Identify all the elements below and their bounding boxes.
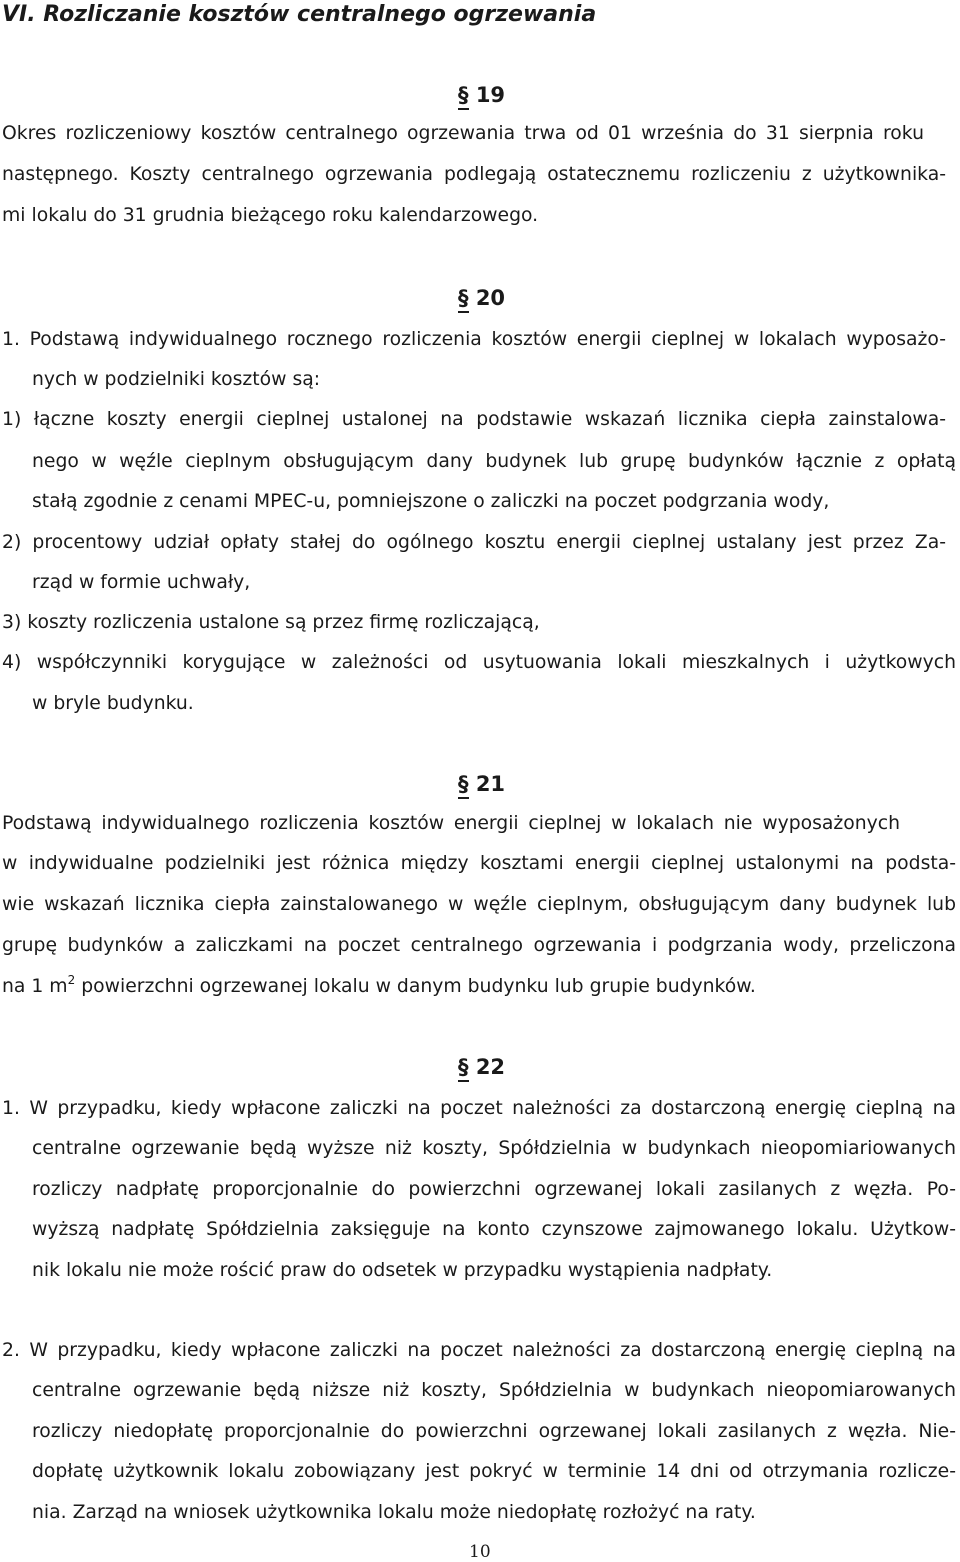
paragraph-line: następnego. Koszty centralnego ogrzewania podlegają ostatecznemu rozliczeniu z użytkownika-	[2, 164, 946, 185]
paragraph-line: 1. Podstawą indywidualnego rocznego rozliczenia kosztów energii cieplnej w lokalach wyposażo-	[2, 329, 946, 350]
section-number: 22	[475, 1055, 506, 1079]
list-item-line: 1) łączne koszty energii cieplnej ustalonej na podstawie wskazań licznika ciepła zainstalowa-	[2, 409, 946, 430]
paragraph-line: mi lokalu do 31 grudnia bieżącego roku kalendarzowego.	[2, 205, 539, 226]
chapter-title: VI. Rozliczanie kosztów centralnego ogrzewania	[2, 2, 597, 27]
paragraph-line: w indywidualne podzielniki jest różnica między kosztami energii cieplnej ustalonymi na podsta-	[2, 853, 956, 874]
paragraph-line: nik lokalu nie może rościć praw do odsetek w przypadku wystąpienia nadpłaty.	[32, 1260, 773, 1281]
section-heading-19	[458, 82, 505, 108]
section-heading-22	[458, 1054, 505, 1080]
paragraph-line: Podstawą indywidualnego rozliczenia kosztów energii cieplnej w lokalach nie wyposażonych	[2, 813, 900, 834]
paragraph-line: wie wskazań licznika ciepła zainstalowanego w węźle cieplnym, obsługującym dany budynek lub	[2, 894, 956, 915]
section-sign: §	[458, 772, 469, 796]
list-item-line: 4) współczynniki korygujące w zależności od usytuowania lokali mieszkalnych i użytkowych	[2, 652, 956, 673]
section-heading-21	[458, 771, 505, 797]
paragraph-line: 2. W przypadku, kiedy wpłacone zaliczki na poczet należności za dostarczoną energię cieplną na	[2, 1340, 956, 1361]
paragraph-line: centralne ogrzewanie będą wyższe niż koszty, Spółdzielnia w budynkach nieopomiariowanych	[32, 1138, 956, 1159]
section-sign: §	[458, 83, 469, 107]
list-item-line: rząd w formie uchwały,	[32, 572, 251, 593]
paragraph-line: grupę budynków a zaliczkami na poczet centralnego ogrzewania i podgrzania wody, przeliczona	[2, 935, 956, 956]
paragraph-line: Okres rozliczeniowy kosztów centralnego ogrzewania trwa od 01 września do 31 sierpnia roku	[2, 123, 924, 144]
paragraph-line: dopłatę użytkownik lokalu zobowiązany jest pokryć w terminie 14 dni od otrzymania rozlicze-	[32, 1461, 956, 1482]
list-item-line: stałą zgodnie z cenami MPEC-u, pomniejszone o zaliczki na poczet podgrzania wody,	[32, 491, 830, 512]
paragraph-line: rozliczy nadpłatę proporcjonalnie do powierzchni ogrzewanej lokali zasilanych z węzła. Po-	[32, 1179, 956, 1200]
section-sign: §	[458, 1055, 469, 1079]
section-sign: §	[458, 286, 469, 310]
section-number: 19	[475, 83, 506, 107]
paragraph-line: wyższą nadpłatę Spółdzielnia zaksięguje na konto czynszowe zajmowanego lokalu. Użytkow-	[32, 1219, 956, 1240]
list-item-line: 3) koszty rozliczenia ustalone są przez firmę rozliczającą,	[2, 612, 540, 633]
paragraph-line: 1. W przypadku, kiedy wpłacone zaliczki na poczet należności za dostarczoną energię cieplną na	[2, 1098, 956, 1119]
list-item-line: w bryle budynku.	[32, 693, 194, 714]
list-item-line: 2) procentowy udział opłaty stałej do ogólnego kosztu energii cieplnej ustalany jest przez Za-	[2, 532, 946, 553]
paragraph-line: centralne ogrzewanie będą niższe niż koszty, Spółdzielnia w budynkach nieopomiarowanych	[32, 1380, 956, 1401]
superscript: 2	[67, 973, 76, 987]
text-run: powierzchni ogrzewanej lokalu w danym budynku lub grupie budynków.	[75, 976, 756, 997]
page-number: 10	[469, 1542, 491, 1562]
paragraph-line: nia. Zarząd na wniosek użytkownika lokalu może niedopłatę rozłożyć na raty.	[32, 1502, 756, 1523]
paragraph-line	[2, 975, 756, 999]
section-heading-20	[458, 285, 505, 311]
list-item-line: nego w węźle cieplnym obsługującym dany budynek lub grupę budynków łącznie z opłatą	[32, 451, 956, 472]
section-number: 20	[475, 286, 506, 310]
text-run: na 1 m	[2, 976, 68, 997]
paragraph-line: rozliczy niedopłatę proporcjonalnie do powierzchni ogrzewanej lokali zasilanych z węzła. Nie-	[32, 1421, 956, 1442]
paragraph-line: nych w podzielniki kosztów są:	[32, 369, 321, 390]
section-number: 21	[475, 772, 506, 796]
